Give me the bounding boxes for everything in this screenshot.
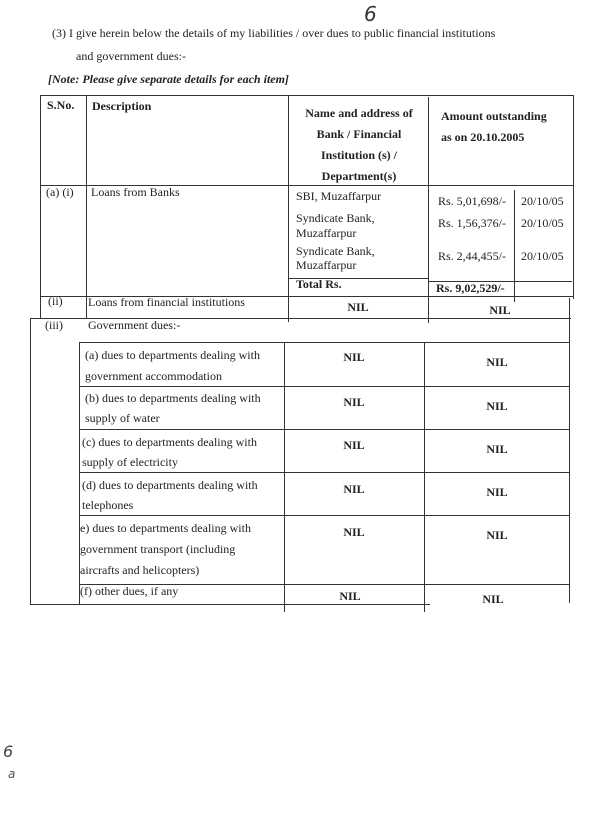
govt-e-top-line — [79, 515, 570, 516]
govt-e-line-3: aircrafts and helicopters) — [80, 563, 200, 577]
total-amount: Rs. 9,02,529/- — [436, 281, 505, 295]
govt-a-amount: NIL — [486, 355, 508, 369]
header-institution-1: Name and address of — [305, 106, 413, 120]
row-fi-sno: (ii) — [48, 294, 63, 308]
bank-3-name-2: Muzaffarpur — [296, 258, 357, 272]
row-govt-description: Government dues:- — [88, 318, 181, 332]
govt-a-top-line — [79, 342, 570, 343]
govt-d-amount: NIL — [486, 485, 508, 499]
govt-b-institution: NIL — [343, 395, 365, 409]
bank-2-name-1: Syndicate Bank, — [296, 211, 375, 225]
col-sep-inst — [428, 97, 429, 323]
govt-c-institution: NIL — [343, 438, 365, 452]
bank-3-date: 20/10/05 — [521, 249, 564, 263]
row-bank-description: Loans from Banks — [91, 185, 180, 199]
govt-a-institution: NIL — [343, 350, 365, 364]
bank-1-date: 20/10/05 — [521, 194, 564, 208]
bank-3-name-1: Syndicate Bank, — [296, 244, 375, 258]
page-number-mark: 6 — [364, 2, 377, 26]
govt-c-top-line — [79, 429, 570, 430]
margin-mark-letter: a — [8, 767, 16, 781]
govt-a-line-2: government accommodation — [85, 369, 222, 383]
govt-f-line-1: (f) other dues, if any — [80, 584, 179, 598]
govt-d-line-1: (d) dues to departments dealing with — [82, 478, 258, 492]
col-sep-govt-inst — [424, 342, 425, 612]
table-border-left — [40, 95, 41, 319]
govt-b-top-line — [79, 386, 570, 387]
table-border-bottom — [30, 604, 430, 605]
header-description: Description — [92, 99, 152, 113]
header-institution-3: Institution (s) / — [320, 148, 397, 162]
bank-1-amount: Rs. 5,01,698/- — [438, 194, 507, 208]
header-institution-2: Bank / Financial — [316, 127, 402, 141]
row-fi-description: Loans from financial institutions — [88, 295, 245, 309]
govt-b-line-2: supply of water — [85, 411, 160, 425]
col-sep-desc — [288, 96, 289, 322]
intro-line-1: (3) I give herein below the details of my liabilities / over dues to public financial institutions — [52, 26, 496, 40]
row-bank-sno: (a) (i) — [46, 185, 74, 199]
govt-c-amount: NIL — [486, 442, 508, 456]
govt-f-amount: NIL — [482, 592, 504, 606]
note-text: [Note: Please give separate details for each item] — [48, 72, 289, 86]
header-sno: S.No. — [47, 98, 75, 112]
govt-c-line-2: supply of electricity — [82, 455, 178, 469]
intro-line-2: and government dues:- — [76, 49, 186, 63]
govt-e-line-2: government transport (including — [80, 542, 236, 556]
col-sep-date — [514, 190, 515, 302]
table-border-left-lower — [30, 318, 31, 604]
bank-1-name: SBI, Muzaffarpur — [296, 189, 382, 203]
total-label: Total Rs. — [296, 277, 342, 291]
bank-2-date: 20/10/05 — [521, 216, 564, 230]
govt-b-line-1: (b) dues to departments dealing with — [85, 391, 261, 405]
row-govt-sno: (iii) — [45, 318, 63, 332]
header-amount-2: as on 20.10.2005 — [441, 130, 525, 144]
govt-a-line-1: (a) dues to departments dealing with — [85, 348, 260, 362]
govt-d-top-line — [79, 472, 570, 473]
govt-f-institution: NIL — [339, 589, 361, 603]
row-fi-institution: NIL — [347, 300, 369, 314]
table-border-top — [40, 95, 574, 96]
bank-2-amount: Rs. 1,56,376/- — [438, 216, 507, 230]
header-amount-1: Amount outstanding — [441, 109, 547, 123]
header-institution-4: Department(s) — [321, 169, 397, 183]
govt-d-institution: NIL — [343, 482, 365, 496]
table-border-right-lower — [569, 298, 570, 603]
bank-2-name-2: Muzaffarpur — [296, 226, 357, 240]
table-border-right — [573, 95, 574, 299]
margin-mark-number: 6 — [3, 742, 14, 761]
govt-e-institution: NIL — [343, 525, 365, 539]
row-fi-amount: NIL — [489, 303, 511, 317]
govt-b-amount: NIL — [486, 399, 508, 413]
govt-d-line-2: telephones — [82, 498, 134, 512]
govt-e-amount: NIL — [486, 528, 508, 542]
bank-3-amount: Rs. 2,44,455/- — [438, 249, 507, 263]
govt-e-line-1: e) dues to departments dealing with — [80, 521, 251, 535]
col-sep-sno — [86, 95, 87, 318]
col-sep-govt-desc — [284, 342, 285, 612]
govt-c-line-1: (c) dues to departments dealing with — [82, 435, 257, 449]
